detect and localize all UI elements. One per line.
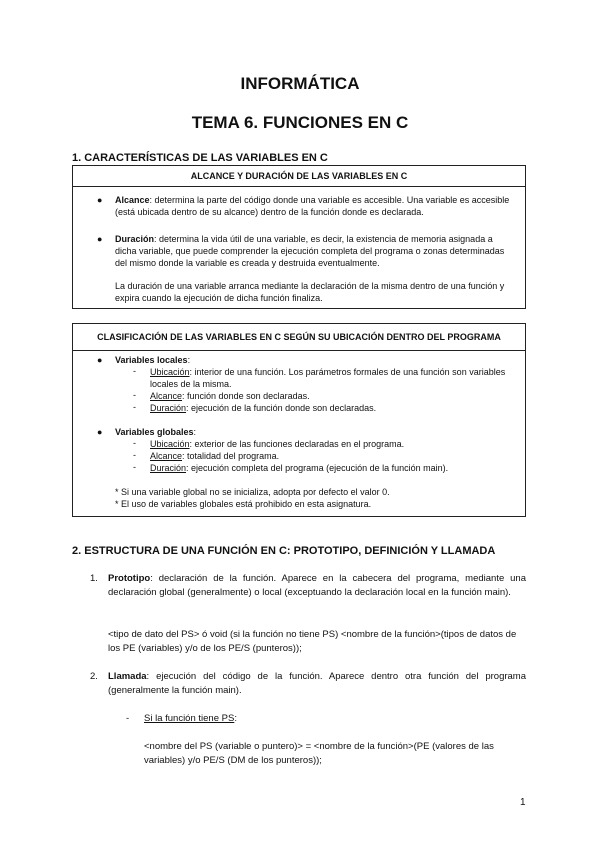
box-clasificacion — [72, 323, 526, 517]
globales-ubicacion: Ubicación: exterior de las funciones declaradas en el programa. — [150, 439, 405, 449]
bullet-icon: ● — [97, 195, 103, 205]
dash-marker: - — [133, 402, 136, 412]
prototipo-text: : declaración de la función. Aparece en la cabecera del programa, mediante una declaración global (generalmente) o local (exceptuando la declaración local en la función main). — [108, 573, 526, 598]
dash-marker: - — [133, 450, 136, 460]
variables-globales-label: Variables globales: — [115, 427, 197, 437]
dash-marker: - — [133, 462, 136, 472]
box-alcance-duracion — [72, 165, 526, 309]
sub-label-tiene-ps: Si la función tiene PS: — [144, 713, 237, 724]
dash-marker: - — [133, 366, 136, 376]
duracion-text: : determina la vida útil de una variable, es decir, la existencia de memoria asignada a dicha variable, que puede comprender la ejecución completa del programa o zonas determinadas del mismo donde la variable es creada y destruida eventualmente. — [115, 234, 505, 268]
globales-alcance: Alcance: totalidad del programa. — [150, 451, 280, 461]
duracion-extra-paragraph: La duración de una variable arranca mediante la declaración de la misma dentro de una función y expira cuando la ejecución de dicha función finaliza. — [115, 281, 505, 303]
dash-marker: - — [133, 390, 136, 400]
alcance-paragraph — [115, 194, 511, 218]
bullet-icon: ● — [97, 234, 103, 244]
note-global-init: * Si una variable global no se inicializa, adopta por defecto el valor 0. — [115, 487, 390, 497]
page-number: 1 — [520, 797, 526, 808]
document-title: TEMA 6. FUNCIONES EN C — [191, 113, 409, 132]
llamada-syntax: <nombre del PS (variable o puntero)> = <nombre de la función>(PE (valores de las variables) y/o PE/S (DM de los punteros)); — [144, 741, 494, 766]
llamada-term: Llamada — [108, 671, 147, 682]
box-alcance-duracion-heading: ALCANCE Y DURACIÓN DE LAS VARIABLES EN C — [73, 166, 525, 187]
dash-marker: - — [133, 438, 136, 448]
dash-marker: - — [126, 713, 130, 724]
duracion-paragraph — [115, 233, 515, 269]
section-1-title: 1. CARACTERÍSTICAS DE LAS VARIABLES EN C — [72, 152, 328, 164]
locales-alcance: Alcance: función donde son declaradas. — [150, 391, 310, 401]
bullet-icon: ● — [97, 355, 103, 365]
list-number: 2. — [90, 671, 98, 682]
globales-duracion: Duración: ejecución completa del programa (ejecución de la función main). — [150, 463, 449, 473]
section-2-title: 2. ESTRUCTURA DE UNA FUNCIÓN EN C: PROTOTIPO, DEFINICIÓN Y LLAMADA — [72, 545, 496, 557]
document-subject: INFORMÁTICA — [240, 74, 360, 93]
prototipo-paragraph — [108, 572, 526, 600]
llamada-text: : ejecución del código de la función. Aparece dentro otra función del programa (generalmente la función main). — [108, 671, 526, 696]
box-clasificacion-heading: CLASIFICACIÓN DE LAS VARIABLES EN C SEGÚN SU UBICACIÓN DENTRO DEL PROGRAMA — [73, 324, 525, 351]
note-global-prohibited: * El uso de variables globales está prohibido en esta asignatura. — [115, 499, 372, 509]
locales-ubicacion: Ubicación: interior de una función. Los parámetros formales de una función son variables locales de la misma. — [150, 367, 506, 389]
duracion-term: Duración — [115, 234, 155, 244]
alcance-text: : determina la parte del código donde una variable es accesible. Una variable es accesible (está ubicada dentro de su alcance) dentro de la función donde es declarada. — [115, 195, 510, 217]
locales-duracion: Duración: ejecución de la función donde son declaradas. — [150, 403, 377, 413]
variables-locales-label: Variables locales: — [115, 355, 191, 365]
llamada-paragraph — [108, 670, 526, 698]
prototipo-syntax: <tipo de dato del PS> ó void (si la función no tiene PS) <nombre de la función>(tipos de datos de los PE (variables) y/o de los PE/S (punteros)); — [108, 629, 517, 654]
bullet-icon: ● — [97, 427, 103, 437]
list-number: 1. — [90, 573, 98, 584]
alcance-term: Alcance — [115, 195, 150, 205]
prototipo-term: Prototipo — [108, 573, 151, 584]
